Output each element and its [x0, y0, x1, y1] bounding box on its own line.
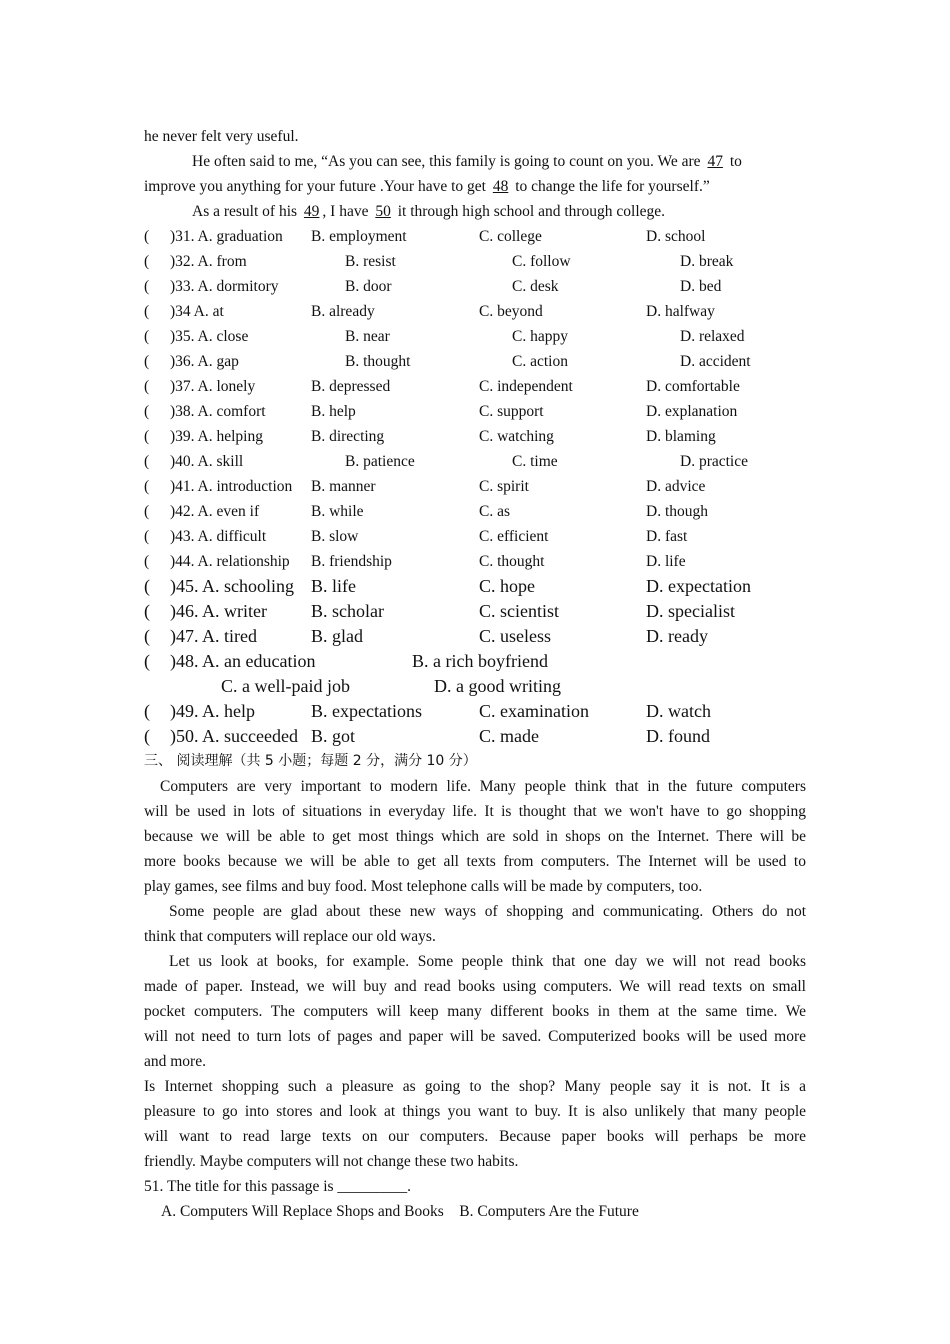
reading-line: pocket computers. The computers will keep many different books in them at the same time. We — [144, 1003, 806, 1020]
reading-line: because we will be able to get most things which are sold in shops on the Internet. There will be — [144, 828, 806, 845]
reading-line: Some people are glad about these new ways of shopping and communicating. Others do not — [169, 903, 806, 920]
option-c: C. independent — [479, 378, 573, 395]
question-row-continued — [144, 674, 806, 699]
option-d: D. expectation — [646, 576, 751, 596]
reading-line: pleasure to go into stores and look at things you want to buy. It is also unlikely that many people — [144, 1103, 806, 1120]
passage-text: , I have — [322, 203, 369, 220]
question-number: )41. A. introduction — [170, 478, 293, 495]
option-c: C. thought — [479, 553, 545, 570]
question-number: )46. A. writer — [170, 601, 267, 621]
option-d: D. halfway — [646, 303, 715, 320]
option-c: C. a well-paid job — [221, 676, 350, 696]
option-d: D. practice — [680, 453, 748, 470]
question-row — [144, 274, 806, 299]
option-d: D. fast — [646, 528, 688, 545]
question-number: )39. A. helping — [170, 428, 263, 445]
answer-paren[interactable]: ( — [144, 626, 150, 646]
answer-paren[interactable]: ( — [144, 503, 150, 520]
blank-49: 49 — [303, 203, 320, 220]
question-row — [144, 724, 806, 749]
question-row — [144, 224, 806, 249]
option-b: B. directing — [311, 428, 385, 445]
question-number: )43. A. difficult — [170, 528, 267, 545]
question-number: )47. A. tired — [170, 626, 257, 646]
reading-line: and more. — [144, 1053, 206, 1070]
reading-line: think that computers will replace our old ways. — [144, 928, 436, 945]
option-b: B. a rich boyfriend — [412, 651, 548, 671]
reading-line: will want to read large texts on our computers. Because paper books will perhaps be more — [144, 1128, 806, 1145]
question-number: )40. A. skill — [170, 453, 244, 470]
reading-line: friendly. Maybe computers will not change these two habits. — [144, 1153, 519, 1170]
option-b: B. life — [311, 576, 356, 596]
section-heading: 三、 阅读理解（共 5 小题；每题 2 分，满分 10 分） — [144, 753, 477, 769]
question-row — [144, 324, 806, 349]
option-c: C. useless — [479, 626, 551, 646]
passage-text: improve you anything for your future .Your have to get — [144, 178, 486, 195]
question-row — [144, 574, 806, 599]
answer-paren[interactable]: ( — [144, 378, 150, 395]
reading-line: will not need to turn lots of pages and paper will be saved. Computerized books will be used more — [144, 1028, 806, 1045]
question-number: )37. A. lonely — [170, 378, 256, 395]
option-d: D. school — [646, 228, 706, 245]
answer-paren[interactable]: ( — [144, 353, 150, 370]
option-d: D. watch — [646, 701, 711, 721]
option-d: D. break — [680, 253, 734, 270]
question-row — [144, 599, 806, 624]
option-c: C. action — [512, 353, 568, 370]
passage-text: to change the life for yourself.” — [515, 178, 710, 195]
passage-text: to — [729, 153, 742, 170]
question-row — [144, 649, 806, 674]
option-c: C. support — [479, 403, 544, 420]
reading-line: will be used in lots of situations in everyday life. It is thought that we won't have to go shopping — [144, 803, 806, 820]
option-d: D. though — [646, 503, 708, 520]
option-b: B. scholar — [311, 601, 384, 621]
question-row — [144, 299, 806, 324]
option-b: B. patience — [345, 453, 415, 470]
option-c: C. time — [512, 453, 558, 470]
passage-text: He often said to me, “As you can see, this family is going to count on you. We are — [192, 153, 701, 170]
answer-paren[interactable]: ( — [144, 726, 150, 746]
option-d: D. explanation — [646, 403, 738, 420]
reading-line: Let us look at books, for example. Some people think that one day we will not read books — [169, 953, 806, 970]
passage-line: he never felt very useful. — [144, 128, 299, 145]
question-number: )32. A. from — [170, 253, 247, 270]
passage-line — [144, 199, 806, 224]
question-row — [144, 499, 806, 524]
question-row — [144, 524, 806, 549]
option-b: B. slow — [311, 528, 359, 545]
blank-50: 50 — [375, 203, 391, 220]
option-c: C. spirit — [479, 478, 529, 495]
answer-paren[interactable]: ( — [144, 651, 150, 671]
option-d: D. accident — [680, 353, 751, 370]
option-b: B. employment — [311, 228, 407, 245]
question-number: )50. A. succeeded — [170, 726, 298, 746]
option-c: C. scientist — [479, 601, 559, 621]
answer-paren[interactable]: ( — [144, 553, 150, 570]
passage-text: As a result of his — [192, 203, 298, 220]
question-row — [144, 424, 806, 449]
exam-page — [144, 124, 806, 1224]
option-d: D. ready — [646, 626, 708, 646]
option-d: D. blaming — [646, 428, 716, 445]
answer-paren[interactable]: ( — [144, 303, 150, 320]
answer-paren[interactable]: ( — [144, 601, 150, 621]
question-number: )34 A. at — [170, 303, 224, 320]
option-d: D. advice — [646, 478, 706, 495]
question-row — [144, 399, 806, 424]
question-number: )45. A. schooling — [170, 576, 294, 596]
answer-paren[interactable]: ( — [144, 576, 150, 596]
question-number: )38. A. comfort — [170, 403, 266, 420]
option-c: C. hope — [479, 576, 535, 596]
reading-line: made of paper. Instead, we will buy and read books using computers. We will read texts on small — [144, 978, 806, 995]
reading-line: Is Internet shopping such a pleasure as going to the shop? Many people say it is not. It is a — [144, 1078, 806, 1095]
answer-paren[interactable]: ( — [144, 328, 150, 345]
question-row — [144, 349, 806, 374]
option-d: D. bed — [680, 278, 722, 295]
question-number: )48. A. an education — [170, 651, 316, 671]
option-c: C. efficient — [479, 528, 549, 545]
question-row — [144, 249, 806, 274]
question-number: )36. A. gap — [170, 353, 239, 370]
passage-text: it through high school and through college. — [397, 203, 666, 220]
question-row — [144, 699, 806, 724]
option-b: B. depressed — [311, 378, 391, 395]
option-b: B. glad — [311, 626, 363, 646]
option-c: C. as — [479, 503, 510, 520]
question-row — [144, 374, 806, 399]
option-b: B. help — [311, 403, 356, 420]
option-b: B. near — [345, 328, 390, 345]
answer-paren[interactable]: ( — [144, 253, 150, 270]
option-d: D. life — [646, 553, 686, 570]
option-d: D. comfortable — [646, 378, 740, 395]
answer-paren[interactable]: ( — [144, 478, 150, 495]
question-number: )42. A. even if — [170, 503, 260, 520]
option-d: D. specialist — [646, 601, 735, 621]
option-b: B. door — [345, 278, 392, 295]
option-c: C. watching — [479, 428, 554, 445]
option-c: C. examination — [479, 701, 589, 721]
option-d: D. found — [646, 726, 710, 746]
option-d: D. a good writing — [434, 676, 561, 696]
question-number: )35. A. close — [170, 328, 249, 345]
question-51: 51. The title for this passage is _________. — [144, 1178, 412, 1195]
question-row — [144, 549, 806, 574]
question-number: )33. A. dormitory — [170, 278, 279, 295]
option-c: C. beyond — [479, 303, 543, 320]
passage-line — [144, 149, 806, 174]
reading-line: more books because we will be able to get all texts from computers. The Internet will be used to — [144, 853, 806, 870]
question-row — [144, 474, 806, 499]
option-c: C. desk — [512, 278, 559, 295]
reading-line: Computers are very important to modern life. Many people think that in the future computers — [160, 778, 806, 795]
answer-paren[interactable]: ( — [144, 528, 150, 545]
question-number: )31. A. graduation — [170, 228, 283, 245]
option-b: B. already — [311, 303, 375, 320]
passage-line — [144, 174, 806, 199]
option-b: B. got — [311, 726, 356, 746]
option-b: B. friendship — [311, 553, 392, 570]
option-b: B. thought — [345, 353, 411, 370]
blank-47: 47 — [707, 153, 723, 170]
question-number: )49. A. help — [170, 701, 255, 721]
option-c: C. follow — [512, 253, 571, 270]
option-c: C. college — [479, 228, 542, 245]
reading-line: play games, see films and buy food. Most telephone calls will be made by computers, too. — [144, 878, 703, 895]
option-b: B. resist — [345, 253, 396, 270]
option-b: B. while — [311, 503, 364, 520]
option-c: C. made — [479, 726, 539, 746]
question-row — [144, 449, 806, 474]
question-51-options: A. Computers Will Replace Shops and Books B. Computers Are the Future — [161, 1203, 639, 1220]
question-number: )44. A. relationship — [170, 553, 290, 570]
answer-paren[interactable]: ( — [144, 228, 150, 245]
option-b: B. manner — [311, 478, 376, 495]
option-c: C. happy — [512, 328, 568, 345]
answer-paren[interactable]: ( — [144, 701, 150, 721]
blank-48: 48 — [492, 178, 509, 195]
answer-paren[interactable]: ( — [144, 278, 150, 295]
answer-paren[interactable]: ( — [144, 428, 150, 445]
question-row — [144, 624, 806, 649]
answer-paren[interactable]: ( — [144, 403, 150, 420]
answer-paren[interactable]: ( — [144, 453, 150, 470]
option-d: D. relaxed — [680, 328, 745, 345]
option-b: B. expectations — [311, 701, 422, 721]
